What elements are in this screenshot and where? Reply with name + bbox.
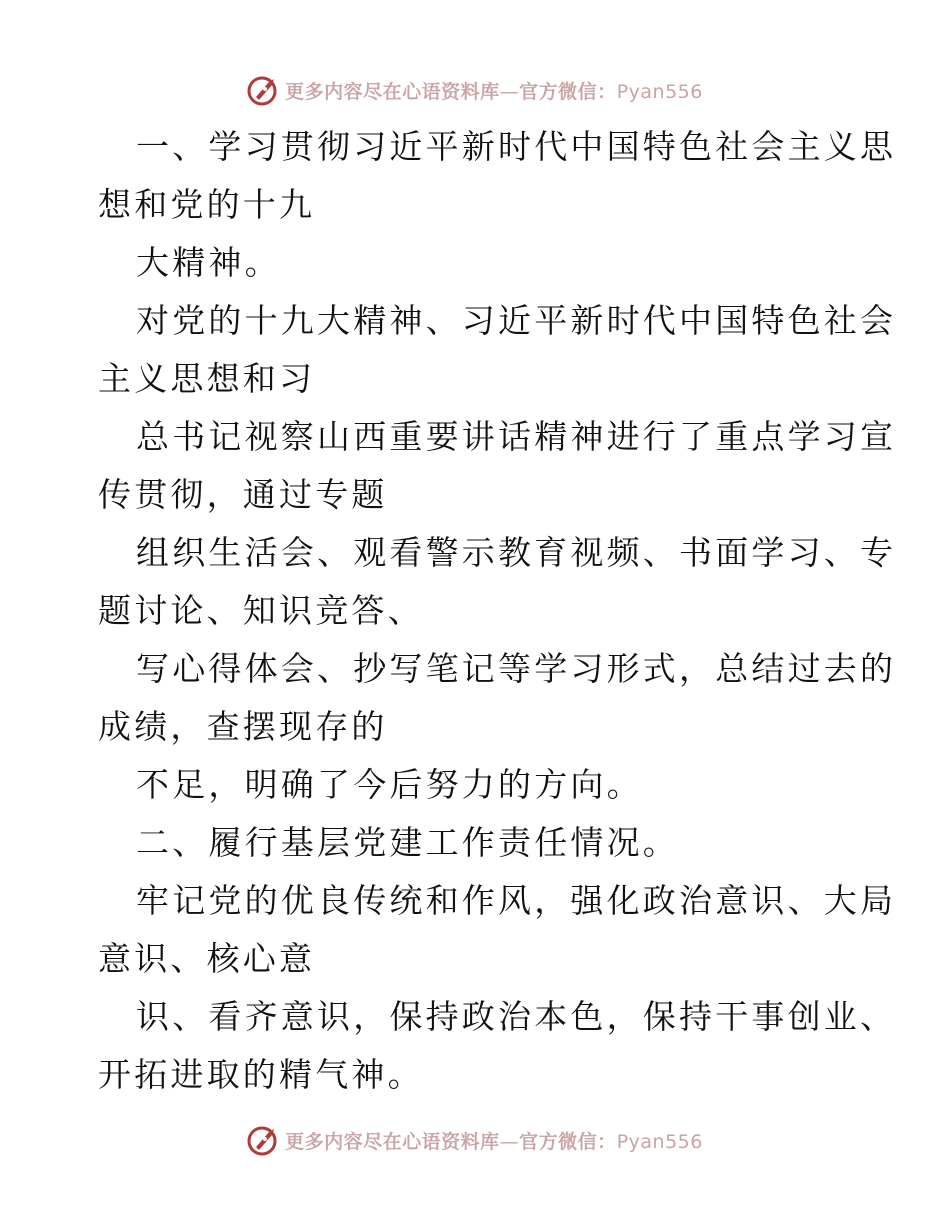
watermark-text: 更多内容尽在心语资料库—官方微信：Pyan556 bbox=[285, 1130, 703, 1153]
text-line: 写心得体会、抄写笔记等学习形式，总结过去的 bbox=[136, 649, 897, 688]
text-line: 开拓进取的精气神。 bbox=[98, 1055, 424, 1094]
text-line: 主义思想和习 bbox=[98, 359, 316, 398]
text-line: 不足，明确了今后努力的方向。 bbox=[136, 765, 643, 804]
text-line: 想和党的十九 bbox=[98, 185, 316, 224]
document-body bbox=[98, 118, 897, 1104]
text-line: 一、学习贯彻习近平新时代中国特色社会主义思 bbox=[136, 127, 897, 166]
header-watermark bbox=[0, 70, 950, 110]
text-line: 组织生活会、观看警示教育视频、书面学习、专 bbox=[136, 533, 897, 572]
text-line: 二、履行基层党建工作责任情况。 bbox=[136, 823, 679, 862]
text-line: 大精神。 bbox=[136, 243, 281, 282]
text-line: 意识、核心意 bbox=[98, 939, 316, 978]
text-line: 成绩，查摆现存的 bbox=[98, 707, 388, 746]
text-line: 牢记党的优良传统和作风，强化政治意识、大局 bbox=[136, 881, 897, 920]
text-line: 识、看齐意识，保持政治本色，保持干事创业、 bbox=[136, 997, 897, 1036]
text-line: 总书记视察山西重要讲话精神进行了重点学习宣 bbox=[136, 417, 897, 456]
pen-nib-circle-icon bbox=[247, 1123, 281, 1157]
text-line: 题讨论、知识竞答、 bbox=[98, 591, 424, 630]
footer-watermark bbox=[0, 1120, 950, 1160]
watermark-text: 更多内容尽在心语资料库—官方微信：Pyan556 bbox=[285, 80, 703, 103]
text-line: 传贯彻，通过专题 bbox=[98, 475, 388, 514]
text-line: 对党的十九大精神、习近平新时代中国特色社会 bbox=[136, 301, 897, 340]
pen-nib-circle-icon bbox=[247, 73, 281, 107]
